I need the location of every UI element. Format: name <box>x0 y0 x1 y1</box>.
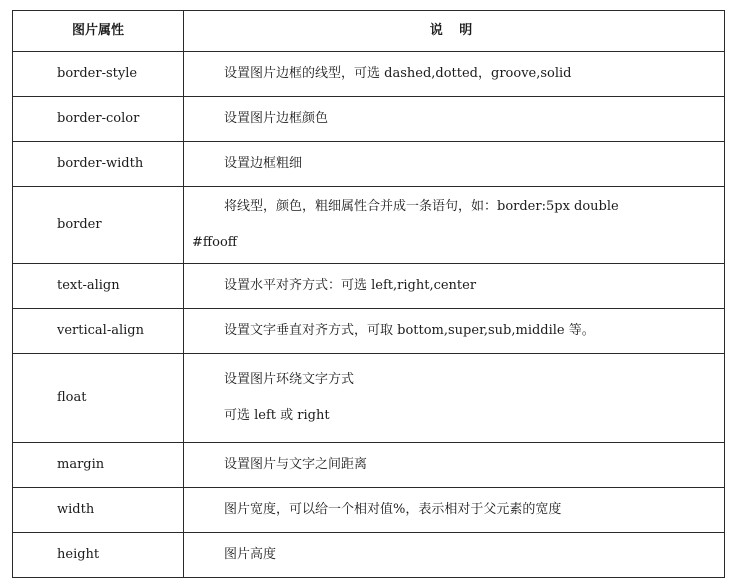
description-cell <box>184 533 725 578</box>
table-row <box>13 443 725 488</box>
header-property: 图片属性 <box>13 11 184 52</box>
description-cell <box>184 52 725 97</box>
property-cell: border-width <box>13 142 184 187</box>
description-text: 设置边框粗细 <box>224 156 303 171</box>
description-cell <box>184 142 725 187</box>
description-text: 设置图片边框的线型，可选 dashed,dotted，groove,solid <box>224 66 572 81</box>
table-row <box>13 354 725 443</box>
property-cell: height <box>13 533 184 578</box>
description-cell <box>184 309 725 354</box>
description-text: 图片宽度，可以给一个相对值%，表示相对于父元素的宽度 <box>224 502 562 517</box>
property-cell: border <box>13 187 184 264</box>
property-cell: width <box>13 488 184 533</box>
description-text: 设置图片环绕文字方式 <box>224 372 355 387</box>
property-cell: float <box>13 354 184 443</box>
description-text-continued: 可选 left 或 right <box>224 408 330 423</box>
description-text: 设置图片边框颜色 <box>224 111 329 126</box>
table-row <box>13 488 725 533</box>
table-row <box>13 187 725 264</box>
description-text: 图片高度 <box>224 547 277 562</box>
description-cell <box>184 488 725 533</box>
table-row <box>13 309 725 354</box>
description-text-continued: #ffooff <box>192 235 238 250</box>
table-row <box>13 264 725 309</box>
description-text: 设置文字垂直对齐方式，可取 bottom,super,sub,middile 等。 <box>224 323 595 338</box>
property-cell: margin <box>13 443 184 488</box>
property-cell: border-color <box>13 97 184 142</box>
description-cell <box>184 187 725 264</box>
description-cell <box>184 443 725 488</box>
table-row <box>13 142 725 187</box>
table-row <box>13 52 725 97</box>
header-description: 说 明 <box>184 11 725 52</box>
description-text: 设置水平对齐方式：可选 left,right,center <box>224 278 477 293</box>
property-cell: border-style <box>13 52 184 97</box>
description-cell <box>184 264 725 309</box>
description-text: 将线型，颜色，粗细属性合并成一条语句，如：border:5px double <box>224 199 619 214</box>
table-row <box>13 97 725 142</box>
description-cell <box>184 354 725 443</box>
property-cell: vertical-align <box>13 309 184 354</box>
description-text: 设置图片与文字之间距离 <box>224 457 368 472</box>
image-property-table <box>12 10 725 578</box>
description-cell <box>184 97 725 142</box>
table-row <box>13 533 725 578</box>
property-cell: text-align <box>13 264 184 309</box>
image-property-table-sheet <box>12 10 724 578</box>
table-header-row <box>13 11 725 52</box>
